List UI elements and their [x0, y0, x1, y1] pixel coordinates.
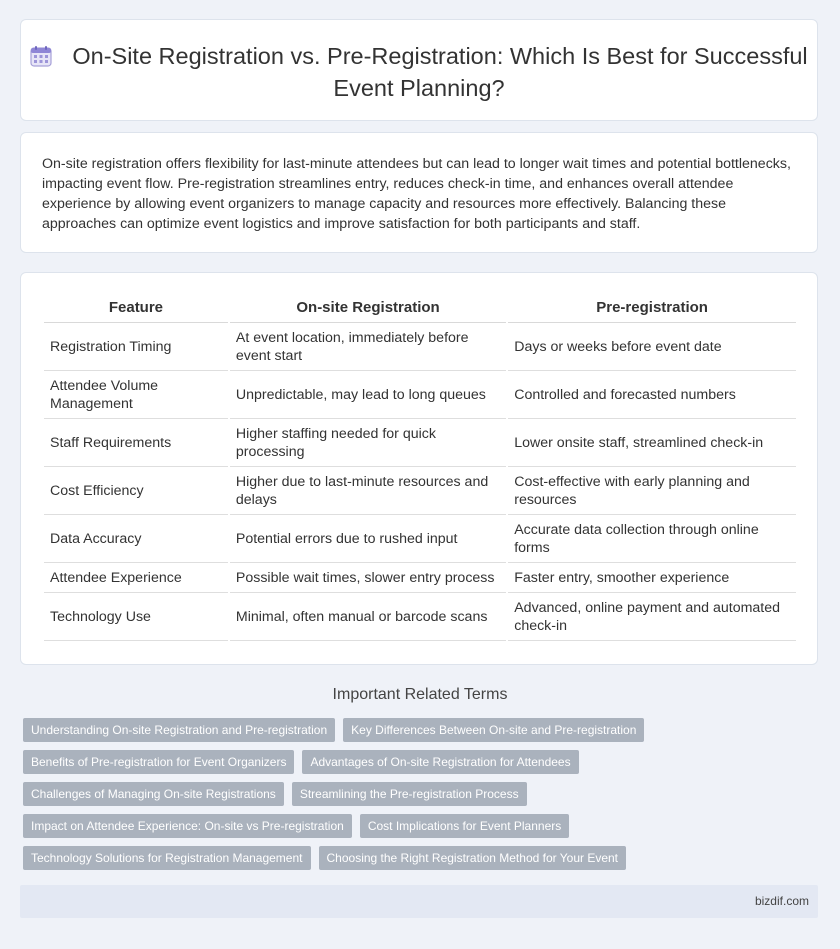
feature-cell: Staff Requirements: [44, 419, 228, 467]
related-term-tag[interactable]: Key Differences Between On-site and Pre-registration: [343, 718, 644, 742]
feature-cell: Attendee Experience: [44, 563, 228, 593]
table-row: [44, 593, 796, 641]
calendar-icon: [30, 45, 52, 74]
comparison-table-card: [20, 272, 818, 665]
comparison-table: [42, 292, 798, 641]
onsite-cell: Possible wait times, slower entry process: [230, 563, 506, 593]
feature-cell: Technology Use: [44, 593, 228, 641]
related-terms-list: [23, 718, 813, 878]
related-term-tag[interactable]: Advantages of On-site Registration for Attendees: [302, 750, 578, 774]
feature-cell: Data Accuracy: [44, 515, 228, 563]
related-term-tag[interactable]: Impact on Attendee Experience: On-site vs Pre-registration: [23, 814, 352, 838]
title-card: [20, 19, 818, 121]
header-onsite: On-site Registration: [230, 292, 506, 323]
table-row: [44, 515, 796, 563]
summary-text: On-site registration offers flexibility for last-minute attendees but can lead to longer wait times and potential bottlenecks, impacting event flow. Pre-registration streamlines entry, reduces check-in time, and enhances overall attendee experience by allowing event organizers to manage capacity and resources more effectively. Balancing these approaches can optimize event logistics and improve satisfaction for both participants and staff.: [42, 156, 791, 232]
onsite-cell: At event location, immediately before event start: [230, 323, 506, 371]
preregistration-cell: Cost-effective with early planning and resources: [508, 467, 796, 515]
preregistration-cell: Lower onsite staff, streamlined check-in: [508, 419, 796, 467]
related-term-tag[interactable]: Benefits of Pre-registration for Event Organizers: [23, 750, 294, 774]
related-term-tag[interactable]: Technology Solutions for Registration Management: [23, 846, 311, 870]
preregistration-cell: Accurate data collection through online forms: [508, 515, 796, 563]
table-row: [44, 467, 796, 515]
summary-card: [20, 132, 818, 253]
table-row: [44, 323, 796, 371]
page-title: On-Site Registration vs. Pre-Registration: Which Is Best for Successful Event Planning?: [72, 43, 808, 101]
feature-cell: Registration Timing: [44, 323, 228, 371]
onsite-cell: Higher staffing needed for quick processing: [230, 419, 506, 467]
onsite-cell: Potential errors due to rushed input: [230, 515, 506, 563]
preregistration-cell: Days or weeks before event date: [508, 323, 796, 371]
related-term-tag[interactable]: Choosing the Right Registration Method for Your Event: [319, 846, 627, 870]
page-title-wrap: [21, 42, 817, 103]
feature-cell: Cost Efficiency: [44, 467, 228, 515]
header-preregistration: Pre-registration: [508, 292, 796, 323]
related-term-tag[interactable]: Understanding On-site Registration and Pre-registration: [23, 718, 335, 742]
preregistration-cell: Advanced, online payment and automated check-in: [508, 593, 796, 641]
preregistration-cell: Controlled and forecasted numbers: [508, 371, 796, 419]
related-terms-title: Important Related Terms: [332, 686, 508, 703]
table-row: [44, 371, 796, 419]
feature-cell: Attendee Volume Management: [44, 371, 228, 419]
related-term-tag[interactable]: Challenges of Managing On-site Registrations: [23, 782, 284, 806]
table-row: [44, 563, 796, 593]
related-term-tag[interactable]: Cost Implications for Event Planners: [360, 814, 569, 838]
preregistration-cell: Faster entry, smoother experience: [508, 563, 796, 593]
header-feature: Feature: [44, 292, 228, 323]
related-term-tag[interactable]: Streamlining the Pre-registration Process: [292, 782, 527, 806]
onsite-cell: Unpredictable, may lead to long queues: [230, 371, 506, 419]
footer-site-link[interactable]: bizdif.com: [754, 894, 809, 908]
footer: [20, 885, 818, 918]
onsite-cell: Higher due to last-minute resources and delays: [230, 467, 506, 515]
onsite-cell: Minimal, often manual or barcode scans: [230, 593, 506, 641]
table-row: [44, 419, 796, 467]
